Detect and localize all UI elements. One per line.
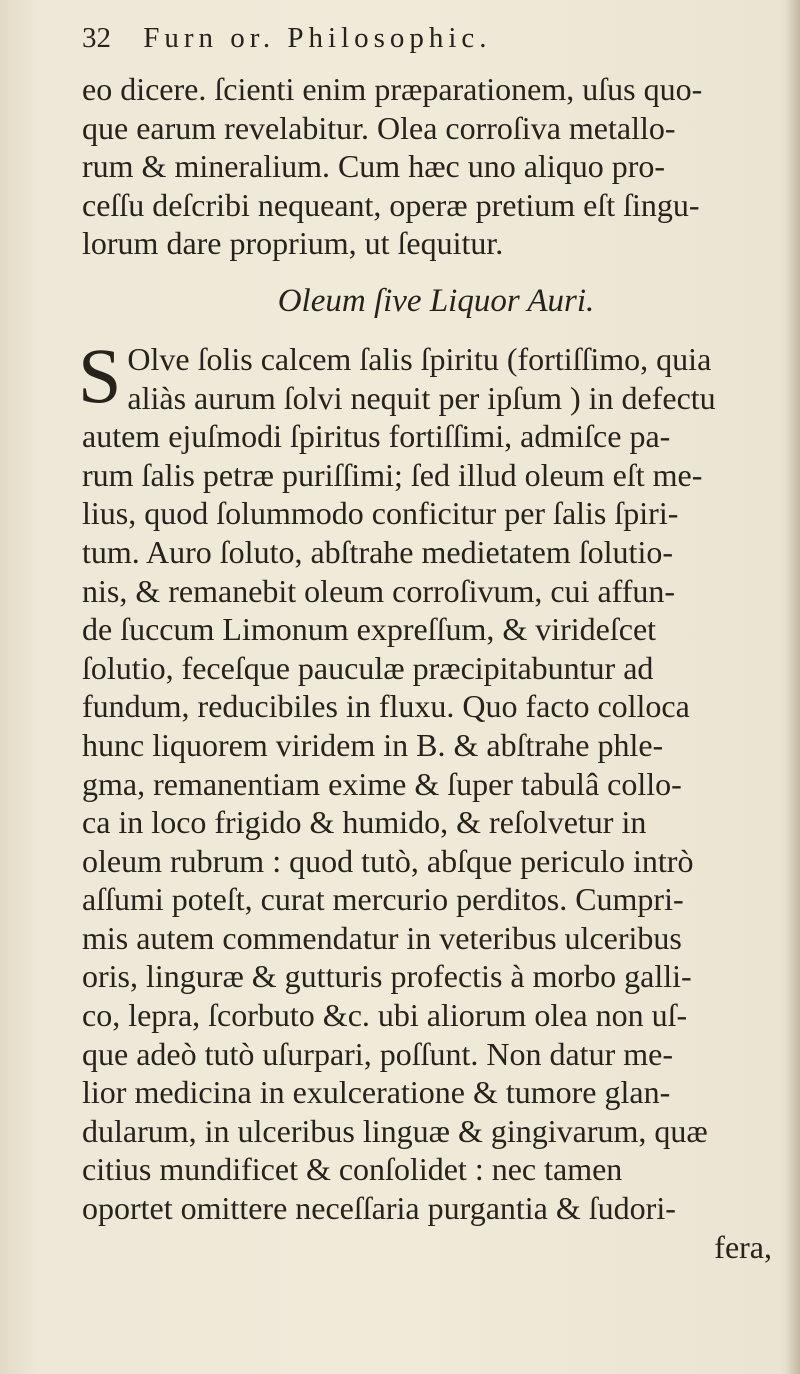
paragraph-2 [78, 331, 782, 1228]
page-number: 32 [82, 22, 111, 54]
catchword: fera, [714, 1228, 772, 1265]
text-line: lorum dare proprium, ut ſequitur. [82, 225, 504, 262]
text-line: aliàs aurum ſolvi nequit per ipſum ) in defectu [127, 379, 716, 416]
text-line: oleum rubrum : quod tutò, abſque periculo intrò [82, 842, 694, 879]
text-line: aſſumi poteſt, curat mercurio perditos. Cumpri- [82, 881, 684, 918]
text-line: rum & mineralium. Cum hæc uno aliquo pro- [82, 148, 666, 185]
text-line: nis, & remanebit oleum corroſivum, cui affun- [82, 572, 676, 609]
text-line: oris, linguræ & gutturis profectis à morbo galli- [82, 958, 692, 995]
text-line: mis autem commendatur in veteribus ulceribus [82, 919, 682, 956]
running-head-title: Furn or. Philosophic. [143, 22, 492, 54]
text-line: citius mundificet & conſolidet : nec tamen [82, 1151, 623, 1188]
text-line: Olve ſolis calcem ſalis ſpiritu (fortiſſimo, quia [127, 340, 712, 377]
text-line: fundum, reducibiles in fluxu. Quo facto colloca [82, 688, 690, 725]
text-line: ceſſu deſcribi nequeant, operæ pretium eſt ſingu- [82, 186, 700, 223]
text-line: gma, remanentiam exime & ſuper tabulâ collo- [82, 765, 682, 802]
text-line: ſolutio, feceſque pauculæ præcipitabuntur ad [82, 649, 654, 686]
text-line: ca in loco frigido & humido, & reſolvetur in [82, 804, 647, 841]
text-line: co, lepra, ſcorbuto &c. ubi aliorum olea non uſ- [82, 997, 688, 1034]
text-line: dularum, in ulceribus linguæ & gingivarum, quæ [82, 1112, 708, 1149]
text-line: rum ſalis petræ puriſſimi; ſed illud oleum eſt me- [82, 456, 703, 493]
text-line: lius, quod ſolummodo conficitur per ſalis ſpiri- [82, 495, 679, 532]
running-header [82, 22, 762, 66]
text-line: oportet omittere neceſſaria purgantia & ſudori- [82, 1190, 676, 1227]
text-line: tum. Auro ſoluto, abſtrahe medietatem ſolutio- [82, 533, 673, 570]
text-line: que adeò tutò uſurpari, poſſunt. Non datur me- [82, 1035, 673, 1072]
text-line: que earum revelabitur. Olea corroſiva metallo- [82, 109, 676, 146]
paragraph-1 [82, 70, 782, 263]
text-line: de ſuccum Limonum expreſſum, & virideſcet [82, 611, 657, 648]
section-heading: Oleum ſive Liquor Auri. [277, 282, 595, 319]
text-line: lior medicina in exulceratione & tumore glan- [82, 1074, 671, 1111]
text-block [78, 70, 782, 1266]
text-line: hunc liquorem viridem in B. & abſtrahe phle- [82, 726, 664, 763]
text-line: eo dicere. ſcienti enim præparationem, uſus quo- [82, 71, 703, 107]
drop-cap: S [78, 331, 122, 419]
page-edge-shadow [786, 0, 800, 1374]
text-line: autem ejuſmodi ſpiritus fortiſſimi, admiſce pa- [82, 418, 671, 455]
